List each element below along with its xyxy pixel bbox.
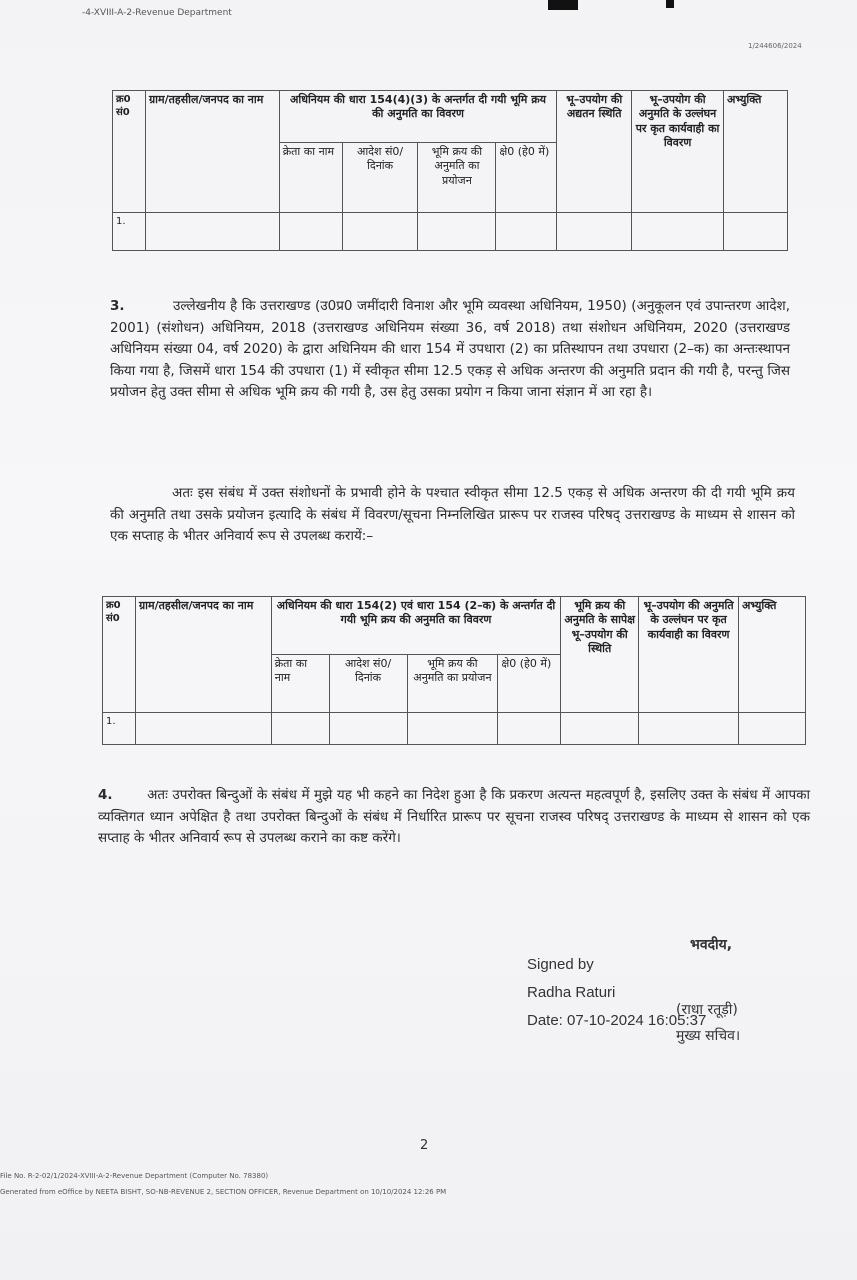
purchase-purpose-header: भूमि क्रय की अनुमति का प्रयोजन xyxy=(407,655,498,713)
violation-action-header: भू–उपयोग की अनुमति के उल्लंघन पर कृत कार्यवाही का विवरण xyxy=(639,597,739,713)
sno-header: क्र0 सं0 xyxy=(113,91,146,213)
table-cell xyxy=(632,213,724,251)
signed-by-label: Signed by xyxy=(527,956,594,973)
table-cell xyxy=(329,713,407,745)
table-row-number: 1. xyxy=(103,713,136,745)
department-header: -4-XVIII-A-2-Revenue Department xyxy=(82,8,232,18)
remarks-header: अभ्युक्ति xyxy=(724,91,788,213)
village-header: ग्राम/तहसील/जनपद का नाम xyxy=(145,91,279,213)
permission-details-header: अधिनियम की धारा 154(2) एवं धारा 154 (2–क) के अन्तर्गत दी गयी भूमि क्रय की अनुमति का विवरण xyxy=(271,597,561,655)
table-row-number: 1. xyxy=(113,213,146,251)
reference-number: 1/244606/2024 xyxy=(748,42,802,50)
order-no-date-header: आदेश सं0/दिनांक xyxy=(342,143,418,213)
paragraph-4-text: अतः उपरोक्त बिन्दुओं के संबंध में मुझे यह भी कहने का निदेश हुआ है कि प्रकरण अत्यन्त महत्वपूर्ण है, इसलिए उक्त के संबंध में आपका व्यक्तिगत ध्यान अपेक्षित है तथा उपरोक्त बिन्दुओं के संबंध में निर्धारित प्रारूप पर सूचना राजस्व परिषद् उत्तराखण्ड के माध्यम से शासन को एक सप्ताह के भीतर अनिवार्य रूप से उपलब्ध कराने का कष्ट करेंगे। xyxy=(98,787,811,846)
table-cell xyxy=(724,213,788,251)
table-cell xyxy=(271,713,329,745)
signature-date: Date: 07-10-2024 16:05:37 xyxy=(527,1012,707,1029)
remarks-header: अभ्युक्ति xyxy=(738,597,805,713)
violation-action-header: भू–उपयोग की अनुमति के उल्लंघन पर कृत कार्यवाही का विवरण xyxy=(632,91,724,213)
paragraph-number: 3. xyxy=(110,298,125,314)
footer-generated-by: Generated from eOffice by NEETA BISHT, SO-NB-REVENUE 2, SECTION OFFICER, Revenue Department on 10/10/2024 12:26 PM xyxy=(0,1188,447,1196)
paragraph-number: 4. xyxy=(98,787,113,803)
permission-details-header: अधिनियम की धारा 154(4)(3) के अन्तर्गत दी गयी भूमि क्रय की अनुमति का विवरण xyxy=(279,91,557,143)
table-cell xyxy=(738,713,805,745)
area-header: क्षे0 (हे0 में) xyxy=(496,143,557,213)
order-no-date-header: आदेश सं0/दिनांक xyxy=(329,655,407,713)
table-cell xyxy=(639,713,739,745)
landuse-header: भूमि क्रय की अनुमति के सापेक्ष भू–उपयोग की स्थिति xyxy=(561,597,639,713)
land-purchase-table-1 xyxy=(112,90,788,251)
table-cell xyxy=(418,213,496,251)
land-purchase-table-2 xyxy=(102,596,806,745)
purchase-purpose-header: भूमि क्रय की अनुमति का प्रयोजन xyxy=(418,143,496,213)
buyer-name-header: क्रेता का नाम xyxy=(271,655,329,713)
area-header: क्षे0 (हे0 में) xyxy=(498,655,561,713)
table-cell xyxy=(407,713,498,745)
table-cell xyxy=(342,213,418,251)
top-mark-small xyxy=(666,0,674,8)
table-cell xyxy=(496,213,557,251)
paragraph-3 xyxy=(110,296,790,404)
table-cell xyxy=(557,213,632,251)
signer-name-hindi: (राधा रतूड़ी) xyxy=(676,1002,738,1018)
landuse-header: भू–उपयोग की अद्यतन स्थिति xyxy=(557,91,632,213)
village-header: ग्राम/तहसील/जनपद का नाम xyxy=(135,597,271,713)
page-number: 2 xyxy=(420,1138,429,1153)
signer-name: Radha Raturi xyxy=(527,984,616,1001)
table-cell xyxy=(135,713,271,745)
paragraph-3-text: उल्लेखनीय है कि उत्तराखण्ड (उ0प्र0 जमींदारी विनाश और भूमि व्यवस्था अधिनियम, 1950) (अनुकूलन एवं उपान्तरण आदेश, 2001) (संशोधन) अधिनियम, 2018 (उत्तराखण्ड अधिनियम संख्या 36, वर्ष 2018) तथा संशोधन अधिनियम, 2020 (उत्तराखण्ड अधिनियम संख्या 04, वर्ष 2020) के द्वारा अधिनियम की धारा 154 में उपधारा (2) का प्रतिस्थापन तथा उपधारा (2–क) का अन्तःस्थापन किया गया है, जिसमें धारा 154 की उपधारा (1) में स्वीकृत सीमा 12.5 एकड़ से अधिक अन्तरण की अनुमति प्रदान की गयी है, परन्तु जिस प्रयोजन हेतु उक्त सीमा से अधिक भूमि क्रय की गयी है, उस हेतु उसका प्रयोग न किया जाना संज्ञान में आ रहा है। xyxy=(110,298,790,400)
table-cell xyxy=(279,213,342,251)
sno-header: क्र0 सं0 xyxy=(103,597,136,713)
table-cell xyxy=(561,713,639,745)
footer-file-number: File No. R-2-02/1/2024-XVIII-A-2-Revenue Department (Computer No. 78380) xyxy=(0,1172,269,1180)
closing-salutation: भवदीय, xyxy=(690,937,733,953)
signer-designation: मुख्य सचिव। xyxy=(676,1028,741,1044)
paragraph-4 xyxy=(98,785,810,850)
table-cell xyxy=(498,713,561,745)
paragraph-3-continuation: अतः इस संबंध में उक्त संशोधनों के प्रभावी होने के पश्चात स्वीकृत सीमा 12.5 एकड़ से अधिक अन्तरण की दी गयी भूमि क्रय की अनुमति तथा उसके प्रयोजन इत्यादि के संबंध में विवरण/सूचना निम्नलिखित प्रारूप पर राजस्व परिषद् उत्तराखण्ड के माध्यम से शासन को एक सप्ताह के भीतर अनिवार्य रूप से उपलब्ध करायें:– xyxy=(110,485,795,544)
top-mark xyxy=(548,0,578,10)
buyer-name-header: क्रेता का नाम xyxy=(279,143,342,213)
table-cell xyxy=(145,213,279,251)
